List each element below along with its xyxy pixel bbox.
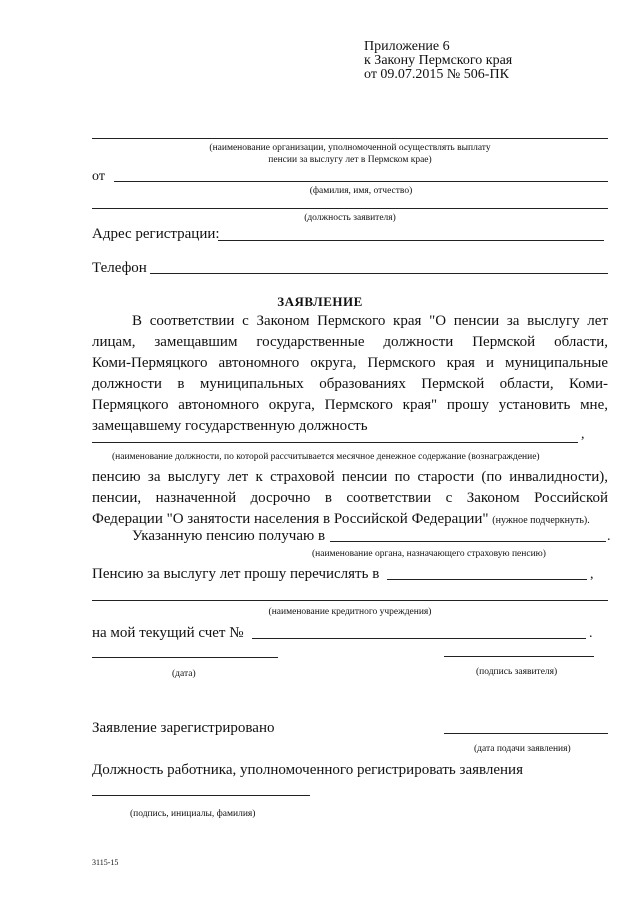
officer-label: Должность работника, уполномоченного регистрировать заявления xyxy=(92,762,523,778)
footer-code: 3115-15 xyxy=(92,858,119,867)
paragraph-1-line-5: Пермяцкого автономного округа, Пермского края" прошу установить мне, xyxy=(92,397,608,413)
paragraph-2-note: (нужное подчеркнуть). xyxy=(492,515,590,526)
paragraph-1-line-6: замещавшему государственную должность xyxy=(92,418,368,434)
paragraph-1-line-1: В соответствии с Законом Пермского края "О пенсии за выслугу лет xyxy=(132,313,608,329)
signature-line[interactable] xyxy=(444,656,594,657)
statement-paragraph-2 xyxy=(92,467,608,531)
pension-organ-line[interactable] xyxy=(330,541,606,542)
submit-date-caption: (дата подачи заявления) xyxy=(474,744,571,754)
bank-caption: (наименование кредитного учреждения) xyxy=(268,607,432,617)
paragraph-1-line-3: Коми-Пермяцкого автономного округа, Пермского края и муниципальные xyxy=(92,355,608,371)
pension-received-label: Указанную пенсию получаю в xyxy=(132,528,326,544)
fio-caption: (фамилия, имя, отчество) xyxy=(309,186,413,196)
former-position-comma: , xyxy=(581,427,585,442)
paragraph-2-line-3-text: Федерации "О занятости населения в Российской Федерации" xyxy=(92,511,489,527)
organization-line[interactable] xyxy=(92,138,608,139)
registered-label: Заявление зарегистрировано xyxy=(92,720,275,736)
statement-paragraph-1 xyxy=(92,311,608,437)
phone-label: Телефон xyxy=(92,260,147,276)
submit-date-line[interactable] xyxy=(444,733,608,734)
address-label: Адрес регистрации: xyxy=(92,226,220,242)
pension-organ-end: . xyxy=(607,529,611,544)
transfer-label: Пенсию за выслугу лет прошу перечислять в xyxy=(92,566,380,582)
signature-caption: (подпись заявителя) xyxy=(476,667,558,677)
bank-line[interactable] xyxy=(92,600,608,601)
statement-title: ЗАЯВЛЕНИЕ xyxy=(277,294,363,309)
appendix-block xyxy=(364,40,604,82)
date-line[interactable] xyxy=(92,657,278,658)
account-line[interactable] xyxy=(252,638,586,639)
phone-line[interactable] xyxy=(150,273,608,274)
organization-caption-line-2: пенсии за выслугу лет в Пермском крае) xyxy=(268,155,432,165)
fio-line[interactable] xyxy=(114,181,608,182)
date-caption: (дата) xyxy=(172,669,196,679)
officer-signature-line[interactable] xyxy=(92,795,310,796)
applicant-position-line[interactable] xyxy=(92,208,608,209)
organization-caption-line-1: (наименование организации, уполномоченной осуществлять выплату xyxy=(209,143,491,153)
transfer-line[interactable] xyxy=(387,579,587,580)
officer-caption: (подпись, инициалы, фамилия) xyxy=(130,809,256,819)
address-line[interactable] xyxy=(218,240,604,241)
account-label: на мой текущий счет № xyxy=(92,625,244,641)
paragraph-1-line-2: лицам, замещавшим государственные должности Пермской области, xyxy=(92,334,608,350)
pension-organ-caption: (наименование органа, назначающего страховую пенсию) xyxy=(312,549,546,559)
applicant-position-caption: (должность заявителя) xyxy=(304,213,396,223)
transfer-end: , xyxy=(590,567,594,582)
appendix-line-2: к Закону Пермского края xyxy=(364,53,513,68)
account-end: . xyxy=(589,626,593,641)
appendix-line-3: от 09.07.2015 № 506-ПК xyxy=(364,67,509,82)
paragraph-2-line-2: пенсии, назначенной досрочно в соответствии с Законом Российской xyxy=(92,490,608,506)
former-position-line[interactable] xyxy=(92,442,578,443)
former-position-caption: (наименование должности, по которой рассчитывается месячное денежное содержание (вознаграждение) xyxy=(112,452,540,462)
paragraph-2-line-1: пенсию за выслугу лет к страховой пенсии по старости (по инвалидности), xyxy=(92,469,608,485)
organization-caption xyxy=(92,142,608,166)
appendix-line-1: Приложение 6 xyxy=(364,39,450,54)
from-label: от xyxy=(92,169,105,184)
paragraph-1-line-4: должности в муниципальных образованиях Пермской области, Коми- xyxy=(92,376,608,392)
